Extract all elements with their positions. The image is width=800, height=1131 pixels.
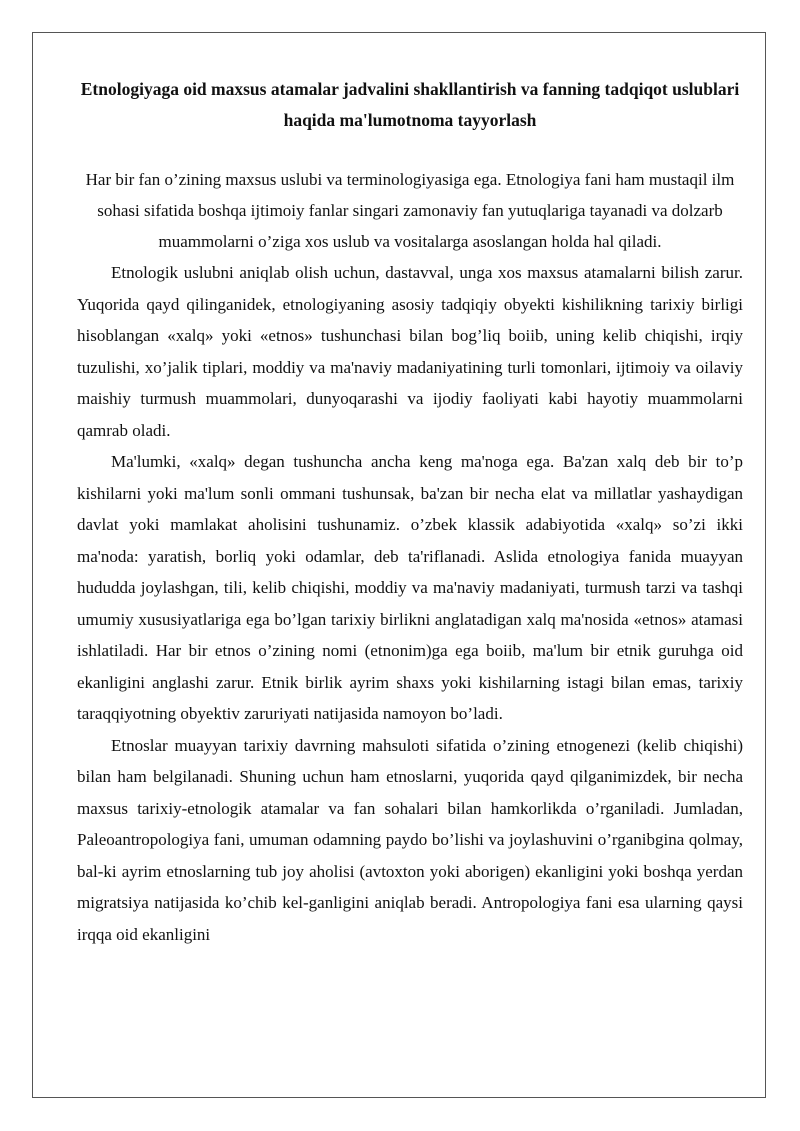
document-title: Etnologiyaga oid maxsus atamalar jadvalini shakllantirish va fanning tadqiqot uslublari haqida ma'lumotnoma tayyorlash: [80, 79, 740, 130]
intro-paragraph: Har bir fan o’zining maxsus uslubi va terminologiyasiga ega. Etnologiya fani ham mustaqil ilm sohasi sifatida boshqa ijtimoiy fanlar singari zamonaviy fan yutuqlariga tayanadi va dolzarb muammolarni o’ziga xos uslub va vositalarga asoslangan holda hal qiladi.: [85, 170, 735, 251]
document-body: [77, 74, 743, 950]
paragraph-2: Ma'lumki, «xalq» degan tushuncha ancha keng ma'noga ega. Ba'zan xalq deb bir to’p kishilarni yoki ma'lum sonli ommani tushunsak, ba'zan bir necha elat va millatlar yashaydigan davlat yoki mamlakat aholisini tushunamiz. o’zbek klassik adabiyotida «xalq» so’zi ikki ma'noda: yaratish, borliq yoki odamlar, deb ta'riflanadi. Aslida etnologiya fanida muayyan hududda joylashgan, tili, kelib chiqishi, moddiy va ma'naviy madaniyati, turmush tarzi va tashqi umumiy xususiyatlariga ega bo’lgan tarixiy birlikni anglatadigan xalq ma'nosida «etnos» atamasi ishlatiladi. Har bir etnos o’zining nomi (etnonim)ga ega boiib, ma'lum bir etnik guruhga oid ekanligini anglashi zarur. Etnik birlik ayrim shaxs yoki kishilarning istagi bilan emas, tarixiy taraqqiyotning obyektiv zaruriyati natijasida namoyon bo’ladi.: [77, 452, 743, 723]
paragraph-1: Etnologik uslubni aniqlab olish uchun, dastavval, unga xos maxsus atamalarni bilish zarur. Yuqorida qayd qilinganidek, etnologiyaning asosiy tadqiqiy obyekti kishilikning tarixiy birligi hisoblangan «xalq» yoki «etnos» tushunchasi bilan bog’liq boiib, uning kelib chiqishi, irqiy tuzulishi, xo’jalik tiplari, moddiy va ma'naviy madaniyatining turli tomonlari, ijtimoiy va oilaviy maishiy turmush muammolari, dunyoqarashi va ijodiy faoliyati kabi hayotiy muammolarni qamrab oladi.: [77, 263, 743, 440]
paragraph-3: Etnoslar muayyan tarixiy davrning mahsuloti sifatida o’zining etnogenezi (kelib chiqishi) bilan ham belgilanadi. Shuning uchun ham etnoslarni, yuqorida qayd qilganimizdek, bir necha maxsus tarixiy-etnologik atamalar va fan sohalari bilan hamkorlikda o’rganiladi. Jumladan, Paleoantropologiya fani, umuman odamning paydo bo’lishi va joylashuvini o’rganibgina qolmay, bal-ki ayrim etnoslarning tub joy aholisi (avtoxton yoki aborigen) ekanligini yoki boshqa yerdan migratsiya natijasida ko’chib kel-ganligini aniqlab beradi. Antropologiya fani esa ularning qaysi irqqa oid ekanligini: [77, 735, 743, 944]
